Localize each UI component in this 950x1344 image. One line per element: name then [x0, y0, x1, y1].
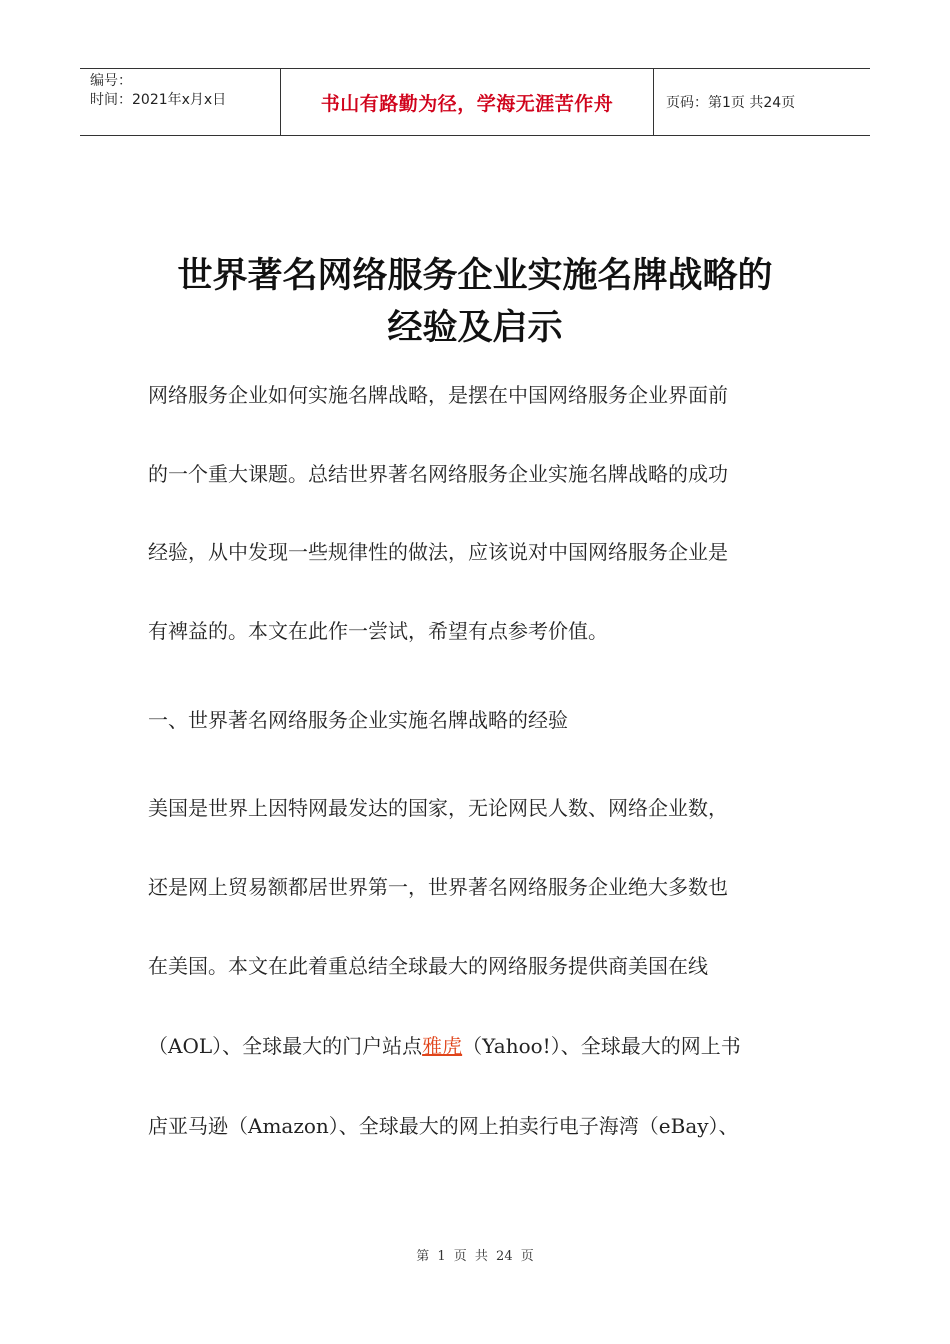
header-motto: 书山有路勤为径，学海无涯苦作舟: [281, 69, 654, 135]
header-page-info: 页码：第1页 共24页: [666, 95, 796, 111]
body-line-8: 在美国。本文在此着重总结全球最大的网络服务提供商美国在线: [148, 954, 708, 978]
body-line-3: 经验，从中发现一些规律性的做法，应该说对中国网络服务企业是: [148, 540, 728, 564]
body-line-9: [148, 1033, 741, 1059]
line-9-before: （AOL）、全球最大的门户站点: [148, 1034, 423, 1058]
page-header: [80, 68, 870, 136]
line-9-after: （Yahoo!）、全球最大的网上书: [462, 1034, 741, 1058]
body-line-10: 店亚马逊（Amazon）、全球最大的网上拍卖行电子海湾（eBay）、: [148, 1114, 739, 1138]
page-footer: 第 1 页 共 24 页: [416, 1249, 534, 1264]
header-meta: [80, 69, 281, 135]
body-line-2: 的一个重大课题。总结世界著名网络服务企业实施名牌战略的成功: [148, 462, 728, 486]
time-label: 时间：2021年x月x日: [90, 92, 227, 108]
number-label: 编号：: [90, 73, 132, 89]
title-line-1: 世界著名网络服务企业实施名牌战略的: [177, 256, 773, 296]
body-line-1: 网络服务企业如何实施名牌战略，是摆在中国网络服务企业界面前: [148, 383, 728, 407]
body-line-4: 有裨益的。本文在此作一尝试，希望有点参考价值。: [148, 619, 608, 643]
section-heading: 一、世界著名网络服务企业实施名牌战略的经验: [148, 708, 568, 732]
body-line-6: 美国是世界上因特网最发达的国家，无论网民人数、网络企业数，: [148, 796, 728, 820]
title-line-2: 经验及启示: [387, 308, 563, 348]
document-title: [100, 250, 850, 354]
body-line-7: 还是网上贸易额都居世界第一，世界著名网络服务企业绝大多数也: [148, 875, 728, 899]
yahoo-link[interactable]: 雅虎: [422, 1034, 463, 1058]
